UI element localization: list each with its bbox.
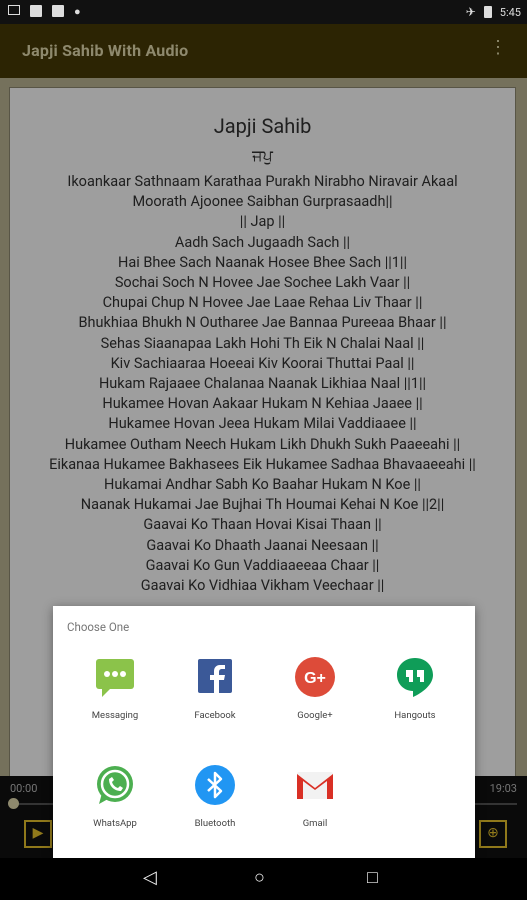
verse-line: Kiv Sachiaaraa Hoeeai Kiv Koorai Thuttai Paal || [110, 354, 415, 372]
share-facebook[interactable] [165, 656, 265, 721]
verse-line: Chupai Chup N Hovee Jae Laae Rehaa Liv Thaar || [102, 294, 423, 312]
verse-line: || Jap || [239, 213, 286, 231]
app-label: Gmail [302, 818, 328, 829]
facebook-icon [194, 656, 236, 698]
bluetooth-icon [194, 764, 236, 806]
verse-line: Eikanaa Hukamee Bakhasees Eik Hukamee Sadhaa Bhavaaeeahi || [49, 455, 476, 473]
app-label: Bluetooth [194, 818, 236, 829]
google-plus-icon [294, 656, 336, 698]
verse-line: Sochai Soch N Hovee Jae Sochee Lakh Vaar || [114, 274, 411, 292]
share-google-plus[interactable] [265, 656, 365, 721]
share-whatsapp[interactable] [65, 764, 165, 829]
overflow-menu-icon[interactable]: ⋮ [489, 37, 507, 58]
verse-line: Naanak Hukamai Jae Bujhai Th Houmai Kehai N Koe ||2|| [80, 496, 445, 514]
recents-button[interactable]: □ [367, 867, 378, 888]
navigation-bar [0, 858, 527, 900]
notification-icon [8, 5, 20, 15]
share-dialog [53, 606, 475, 858]
page-heading: Japji Sahib [213, 114, 312, 138]
hangouts-icon [394, 656, 436, 698]
app-label: WhatsApp [93, 818, 137, 829]
app-label: Google+ [297, 710, 333, 721]
elapsed-time: 00:00 [10, 782, 38, 795]
verse-line: Gaavai Ko Vidhiaa Vikham Veechaar || [140, 577, 385, 595]
verse-line: Hukamai Andhar Sabh Ko Baahar Hukam N Koe || [104, 476, 421, 494]
gmail-icon [294, 764, 336, 806]
verse-line: Sehas Siaanapaa Lakh Hohi Th Eik N Chalai Naal || [100, 334, 425, 352]
verse-line: Hukam Rajaaee Chalanaa Naanak Likhiaa Naal ||1|| [98, 375, 427, 393]
verse-line: Hai Bhee Sach Naanak Hosee Bhee Sach ||1|| [117, 253, 408, 271]
status-bar [0, 0, 527, 24]
verse-line: Bhukhiaa Bhukh N Outharee Jae Bannaa Pureeaa Bhaar || [78, 314, 447, 332]
verse-line: Hukamee Outham Neech Hukam Likh Dhukh Sukh Paaeeahi || [64, 435, 461, 453]
svg-text:G+: G+ [304, 670, 326, 687]
verse-line: Hukamee Hovan Jeea Hukam Milai Vaddiaaee || [108, 415, 417, 433]
share-bluetooth[interactable] [165, 764, 265, 829]
share-messaging[interactable] [65, 656, 165, 721]
clock: 5:45 [499, 5, 521, 19]
gurmukhi-title: ਜਪੁ [252, 146, 273, 165]
share-hangouts[interactable] [365, 656, 465, 721]
battery-icon [484, 6, 492, 18]
notification-icon [30, 5, 42, 17]
whatsapp-icon [94, 764, 136, 806]
back-button[interactable]: ◁ [143, 867, 157, 888]
app-title: Japji Sahib With Audio [22, 41, 189, 60]
app-label: Facebook [194, 710, 236, 721]
verse-line: Moorath Ajoonee Saibhan Gurprasaadh|| [132, 193, 393, 211]
dialog-title: Choose One [67, 620, 130, 634]
play-icon: ▶ [32, 825, 44, 841]
verse-line: Aadh Sach Jugaadh Sach || [174, 233, 351, 251]
android-icon: ● [74, 5, 81, 18]
verse-line: Gaavai Ko Dhaath Jaanai Neesaan || [146, 536, 379, 554]
verse-line: Gaavai Ko Thaan Hovai Kisai Thaan || [143, 516, 382, 534]
duration-time: 19:03 [489, 782, 517, 795]
airplane-mode-icon: ✈ [465, 5, 476, 19]
share-gmail[interactable] [265, 764, 365, 829]
verse-line: Hukamee Hovan Aakaar Hukam N Kehiaa Jaaee || [102, 395, 423, 413]
notification-icon [52, 5, 64, 17]
app-label: Hangouts [394, 710, 436, 721]
app-label: Messaging [91, 710, 139, 721]
home-button[interactable]: ○ [254, 867, 265, 888]
verse-line: Ikoankaar Sathnaam Karathaa Purakh Nirabho Niravair Akaal [67, 173, 458, 190]
messaging-icon [94, 656, 136, 698]
verse-line: Gaavai Ko Gun Vaddiaaeeaa Chaar || [145, 556, 380, 574]
zoom-icon: ⊕ [487, 825, 499, 841]
